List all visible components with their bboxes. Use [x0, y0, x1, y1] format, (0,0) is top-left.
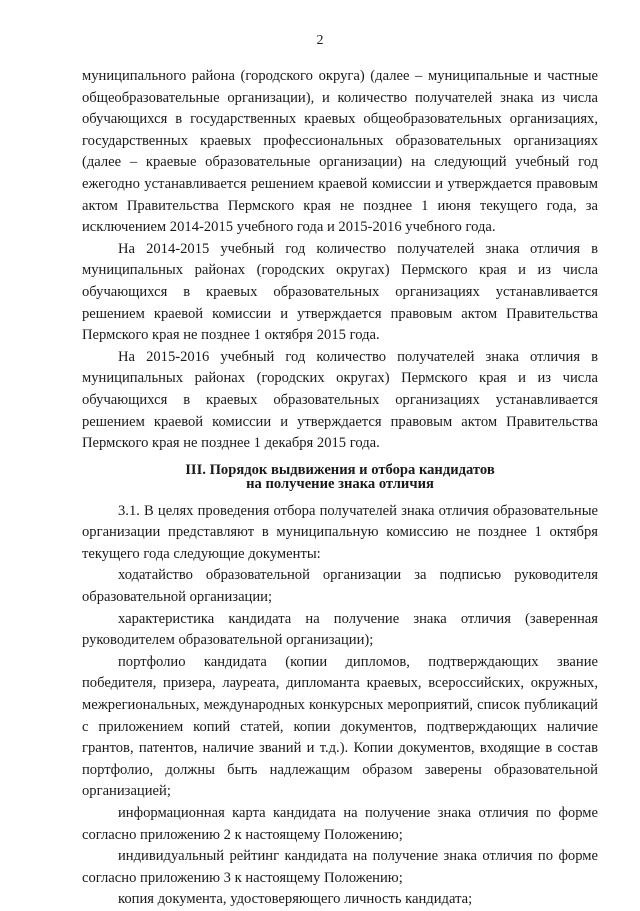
spacer — [82, 491, 598, 501]
section-heading-line-2: на получение знака отличия — [246, 475, 434, 492]
page-number: 2 — [316, 33, 324, 48]
paragraph-2014-2015: На 2014-2015 учебный год количество получателей знака отличия в муниципальных районах (городских округах) Пермского края и из числа обучающихся в краевых образовательных организациях устанавливается решением краевой комиссии и утверждается правовым актом Правительства Пермского края не позднее 1 октября 2015 года. — [82, 240, 598, 344]
list-item-info-card: информационная карта кандидата на получение знака отличия по форме согласно приложению 2 к настоящему Положению; — [82, 805, 598, 843]
list-item-rating: индивидуальный рейтинг кандидата на получение знака отличия по форме согласно приложению 3 к настоящему Положению; — [82, 848, 598, 886]
section-heading-line-1: III. Порядок выдвижения и отбора кандидатов — [185, 461, 495, 478]
list-item-petition: ходатайство образовательной организации за подписью руководителя образовательной организации; — [82, 567, 598, 606]
list-item-characteristic: характеристика кандидата на получение знака отличия (заверенная руководителем образовательной организации); — [82, 610, 598, 649]
paragraph-3-1: 3.1. В целях проведения отбора получателей знака отличия образовательные организации представляют в муниципальную комиссию не позднее 1 октября текущего года следующие документы: — [82, 502, 598, 562]
document-body — [82, 66, 598, 911]
paragraph-continuation: муниципального района (городского округа) (далее – муниципальные и частные общеобразовательные организации), и количество получателей знака из числа обучающихся в государственных краевых общеобразовательных организациях, государственных краевых профессиональных образовательных организациях (далее – краевые образовательные организации) на следующий учебный год ежегодно устанавливается решением краевой комиссии и утверждается правовым актом Правительства Пермского края не позднее 1 июня текущего года, за исключением 2014-2015 учебного года и 2015-2016 учебного года. — [82, 68, 598, 236]
list-item-portfolio: портфолио кандидата (копии дипломов, подтверждающих звание победителя, призера, лауреата, дипломанта краевых, всероссийских, окружных, межрегиональных, международных конкурсных мероприятий, список публикаций с приложением копий статей, копии документов, подтверждающих наличие грантов, патентов, наличие званий и т.д.). Копии документов, входящие в состав портфолио, должны быть надлежащим образом заверены образовательной организацией; — [82, 653, 598, 800]
paragraph-2015-2016: На 2015-2016 учебный год количество получателей знака отличия в муниципальных районах (городских округах) Пермского края и из числа обучающихся в краевых образовательных организациях устанавливается решением краевой комиссии и утверждается правовым актом Правительства Пермского края не позднее 1 декабря 2015 года. — [82, 348, 598, 452]
section-heading — [82, 463, 598, 491]
list-item-id-copy: копия документа, удостоверяющего личность кандидата; — [118, 891, 473, 908]
